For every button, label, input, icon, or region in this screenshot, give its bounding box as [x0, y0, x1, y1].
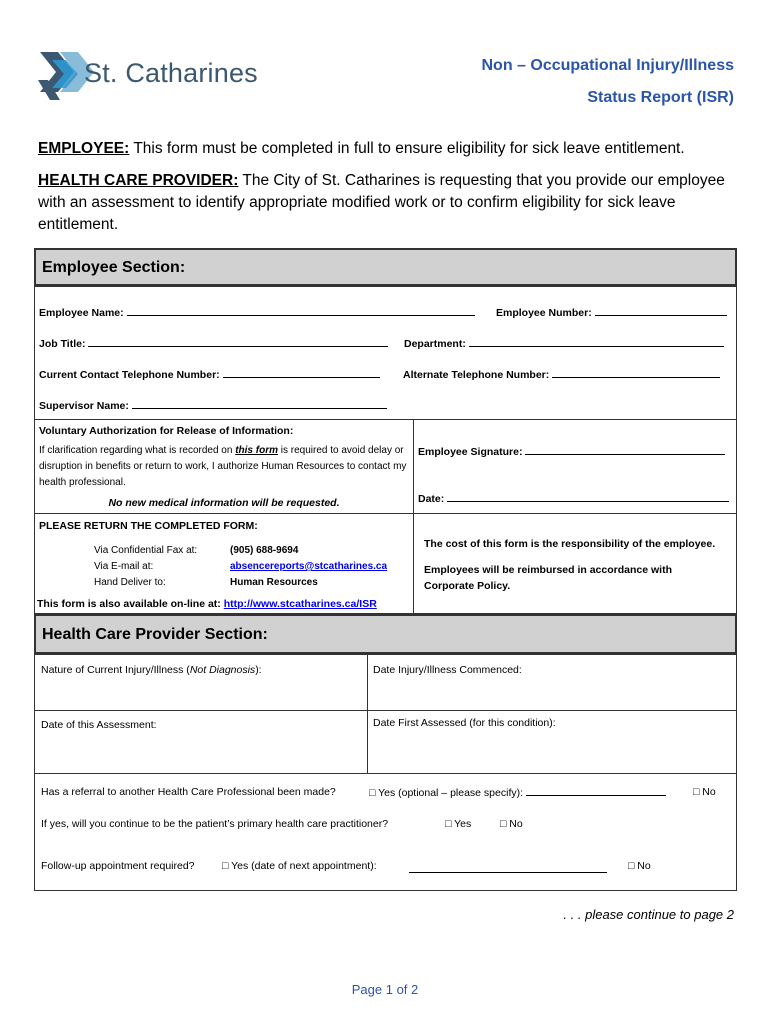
- employee-signature-line[interactable]: [525, 445, 725, 455]
- online-form-link[interactable]: http://www.stcatharines.ca/ISR: [223, 598, 377, 610]
- supervisor-name-label: Supervisor Name:: [39, 400, 129, 412]
- referral-question: Has a referral to another Health Care Professional been made?: [41, 786, 336, 798]
- divider: [35, 513, 736, 514]
- divider: [367, 655, 368, 773]
- job-title-line[interactable]: [88, 337, 388, 347]
- followup-question: Follow-up appointment required?: [41, 860, 195, 872]
- no-new-info-note: No new medical information will be requested.: [108, 497, 340, 509]
- return-email-link[interactable]: absencereports@stcatharines.ca: [230, 561, 388, 572]
- signature-date-line[interactable]: [447, 492, 729, 502]
- cost-note: The cost of this form is the responsibility of the employee.: [424, 538, 716, 550]
- date-commenced-field[interactable]: Date Injury/Illness Commenced:: [373, 664, 522, 676]
- primary-practitioner-question: If yes, will you continue to be the patient’s primary health care practitioner?: [41, 818, 389, 830]
- continue-note: . . . please continue to page 2: [563, 907, 734, 922]
- employee-name-line[interactable]: [127, 306, 475, 316]
- hcp-section: [34, 654, 737, 891]
- followup-yes-checkbox[interactable]: □ Yes (date of next appointment):: [222, 860, 377, 872]
- employee-name-field[interactable]: [39, 306, 475, 319]
- provider-intro-label: HEALTH CARE PROVIDER:: [38, 172, 239, 189]
- date-first-assessed-field[interactable]: Date First Assessed (for this condition):: [373, 717, 556, 729]
- primary-no-checkbox[interactable]: □ No: [500, 818, 523, 830]
- return-fax-value: (905) 688-9694: [230, 545, 299, 556]
- voluntary-text-1: If clarification regarding what is recorded on: [39, 445, 236, 456]
- voluntary-title: Voluntary Authorization for Release of Information:: [39, 425, 294, 437]
- page-number: Page 1 of 2: [351, 982, 419, 997]
- alternate-phone-line[interactable]: [552, 368, 720, 378]
- current-phone-field[interactable]: [39, 368, 380, 381]
- return-title: PLEASE RETURN THE COMPLETED FORM:: [39, 520, 258, 532]
- form-title-line1: Non – Occupational Injury/Illness: [481, 57, 734, 74]
- alternate-phone-field[interactable]: [403, 368, 720, 381]
- department-label: Department:: [404, 338, 466, 350]
- nature-label-1: Nature of Current Injury/Illness (: [41, 664, 190, 676]
- divider: [35, 710, 736, 711]
- followup-date-line[interactable]: [409, 863, 607, 873]
- employee-number-label: Employee Number:: [496, 307, 592, 319]
- hcp-section-header: Health Care Provider Section:: [34, 614, 737, 654]
- employee-number-field[interactable]: [496, 306, 727, 319]
- online-note: [37, 598, 377, 610]
- employee-signature-field[interactable]: [418, 445, 725, 458]
- nature-label-2: ):: [255, 664, 262, 676]
- logo-text: St. Catharines: [84, 58, 258, 88]
- return-hand-value: Human Resources: [230, 577, 318, 588]
- signature-date-field[interactable]: [418, 492, 729, 505]
- return-fax-label: Via Confidential Fax at:: [94, 545, 198, 556]
- department-line[interactable]: [469, 337, 724, 347]
- divider: [35, 773, 736, 774]
- divider: [413, 419, 414, 615]
- alternate-phone-label: Alternate Telephone Number:: [403, 369, 550, 381]
- employee-section: [34, 286, 737, 614]
- employee-section-header: Employee Section:: [34, 248, 737, 286]
- online-note-text: This form is also available on-line at:: [37, 598, 224, 610]
- employee-name-label: Employee Name:: [39, 307, 124, 319]
- provider-intro-text: The City of St. Catharines is requesting that you provide our employee with an assessment to identify appropriate modified work or to confirm eligibility for sick leave entitlement.: [38, 172, 725, 233]
- referral-yes-label: □ Yes (optional – please specify):: [369, 787, 524, 799]
- employee-intro-text: This form must be completed in full to ensure eligibility for sick leave entitlement.: [129, 140, 685, 157]
- form-title-line2: Status Report (ISR): [587, 89, 734, 106]
- divider: [35, 419, 736, 420]
- provider-intro: [38, 170, 738, 236]
- voluntary-text: [39, 443, 409, 491]
- date-of-assessment-field[interactable]: Date of this Assessment:: [41, 719, 157, 731]
- referral-yes-checkbox[interactable]: [369, 786, 666, 799]
- job-title-label: Job Title:: [39, 338, 86, 350]
- supervisor-name-line[interactable]: [132, 399, 387, 409]
- return-hand-label: Hand Deliver to:: [94, 577, 166, 588]
- employee-number-line[interactable]: [595, 306, 727, 316]
- primary-yes-checkbox[interactable]: □ Yes: [445, 818, 472, 830]
- followup-no-checkbox[interactable]: □ No: [628, 860, 651, 872]
- reimburse-note: Employees will be reimbursed in accordance with Corporate Policy.: [424, 564, 672, 592]
- supervisor-name-field[interactable]: [39, 399, 387, 412]
- voluntary-text-em: this form: [235, 445, 278, 456]
- current-phone-line[interactable]: [223, 368, 380, 378]
- voluntary-text-2: is required to avoid delay or disruption in benefits or return to work, I authorize Human Resources to contact my health professional.: [39, 445, 407, 488]
- signature-date-label: Date:: [418, 493, 445, 505]
- nature-label-em: Not Diagnosis: [189, 664, 256, 676]
- return-email-label: Via E-mail at:: [94, 561, 154, 572]
- referral-no-checkbox[interactable]: □ No: [693, 786, 716, 798]
- job-title-field[interactable]: [39, 337, 388, 350]
- department-field[interactable]: [404, 337, 724, 350]
- referral-specify-line[interactable]: [526, 786, 666, 796]
- nature-of-injury-field[interactable]: [41, 664, 262, 676]
- current-phone-label: Current Contact Telephone Number:: [39, 369, 220, 381]
- employee-intro-label: EMPLOYEE:: [38, 140, 130, 157]
- employee-intro: [38, 138, 738, 160]
- employee-signature-label: Employee Signature:: [418, 446, 523, 458]
